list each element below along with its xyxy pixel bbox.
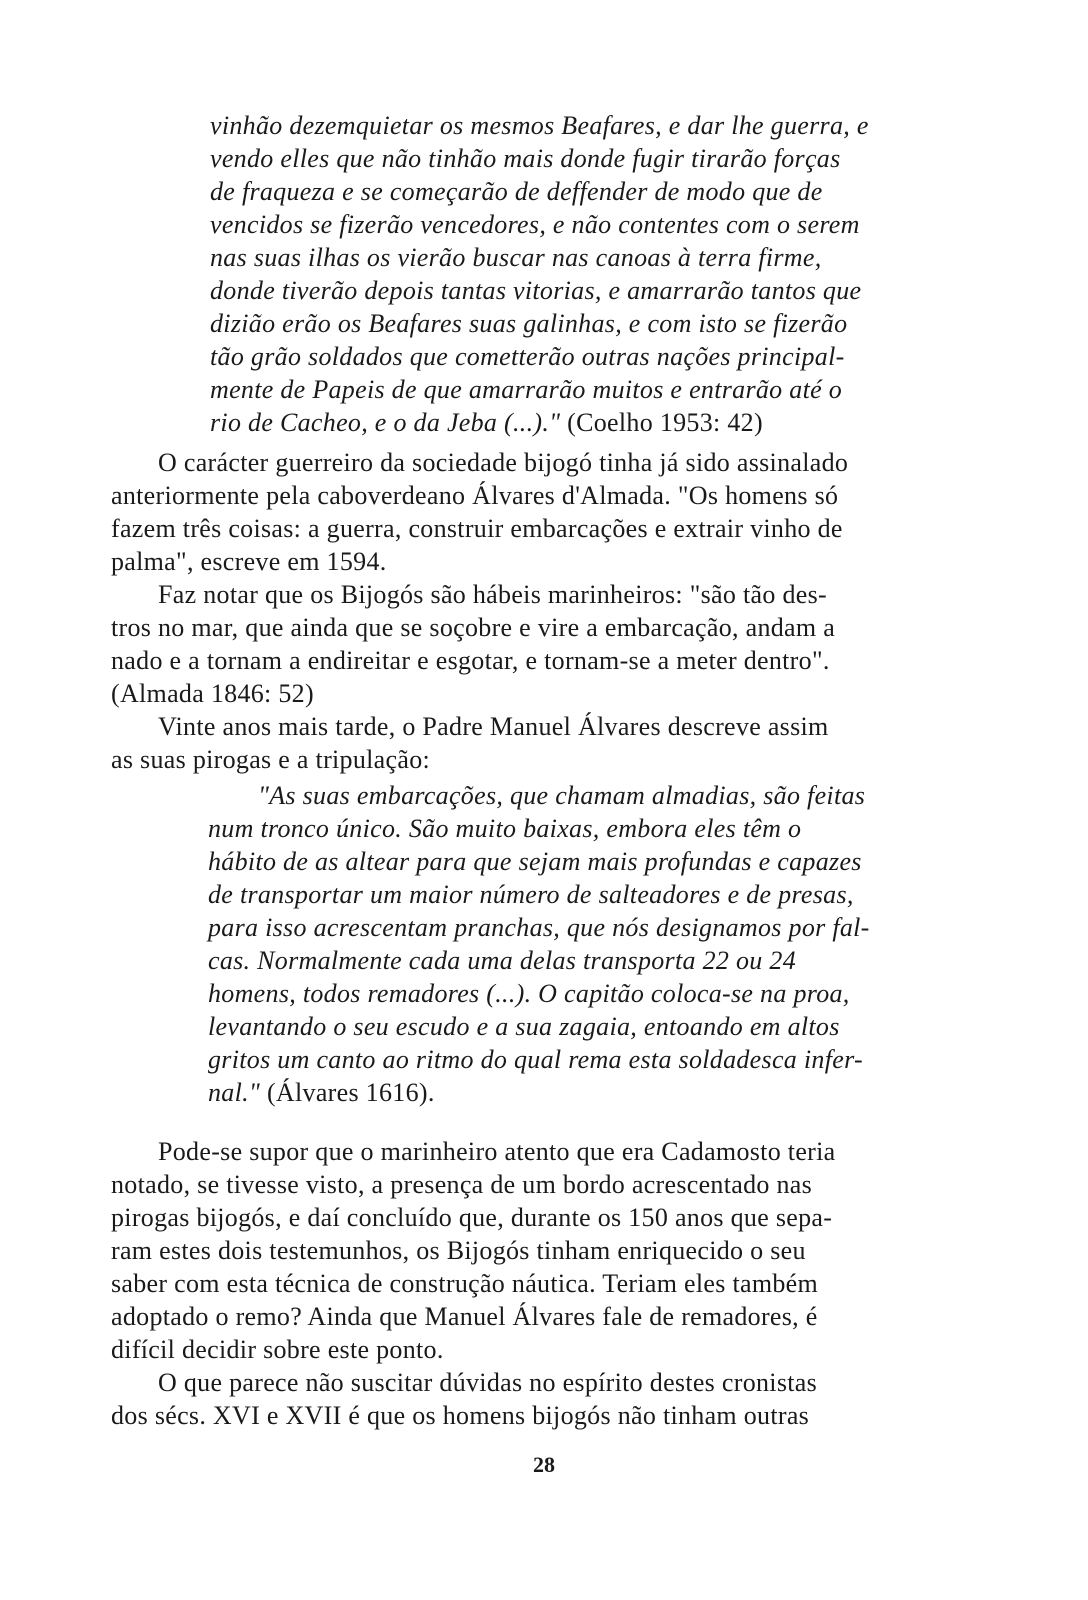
quote-line: vendo elles que não tinhão mais donde fugir tirarão forças: [210, 144, 841, 173]
body-line: Pode-se supor que o marinheiro atento que era Cadamosto teria: [158, 1137, 836, 1166]
quote-line: "As suas embarcações, que chamam almadias, são feitas: [258, 781, 866, 810]
body-line: O carácter guerreiro da sociedade bijogó tinha já sido assinalado: [158, 448, 849, 477]
quote-line: mente de Papeis de que amarrarão muitos e entrarão até o: [210, 375, 843, 404]
quote-line: de fraqueza e se começarão de deffender de modo que de: [210, 177, 823, 206]
quote-line: dizião erão os Beafares suas galinhas, e com isto se fizerão: [210, 309, 848, 338]
body-line: saber com esta técnica de construção náutica. Teriam eles também: [111, 1269, 819, 1298]
quote-line: cas. Normalmente cada uma delas transporta 22 ou 24: [208, 946, 796, 975]
quote-line: levantando o seu escudo e a sua zagaia, entoando em altos: [208, 1012, 840, 1041]
body-line: notado, se tivesse visto, a presença de um bordo acrescentado nas: [111, 1170, 813, 1199]
quote-line: num tronco único. São muito baixas, embora eles têm o: [208, 814, 802, 843]
body-line: adoptado o remo? Ainda que Manuel Álvares fale de remadores, é: [111, 1302, 818, 1331]
page-number: 28: [533, 1452, 555, 1477]
quote-line: gritos um canto ao ritmo do qual rema esta soldadesca infer-: [208, 1045, 863, 1074]
body-line: palma", escreve em 1594.: [111, 547, 387, 576]
quote-line: tão grão soldados que cometterão outras nações principal-: [210, 342, 845, 371]
quote-line-citation: nal." (Álvares 1616).: [208, 1078, 435, 1107]
body-line: as suas pirogas e a tripulação:: [111, 745, 431, 774]
body-line: pirogas bijogós, e daí concluído que, durante os 150 anos que sepa-: [111, 1203, 833, 1232]
body-line: nado e a tornam a endireitar e esgotar, e tornam-se a meter dentro".: [111, 646, 830, 675]
body-line: Vinte anos mais tarde, o Padre Manuel Álvares descreve assim: [158, 712, 829, 741]
body-line: difícil decidir sobre este ponto.: [111, 1335, 444, 1364]
body-line: tros no mar, que ainda que se soçobre e vire a embarcação, andam a: [111, 613, 836, 642]
quote-line: homens, todos remadores (...). O capitão coloca-se na proa,: [208, 979, 850, 1008]
body-line: O que parece não suscitar dúvidas no espírito destes cronistas: [158, 1368, 818, 1397]
quote-line: hábito de as altear para que sejam mais profundas e capazes: [208, 847, 862, 876]
body-line: dos sécs. XVI e XVII é que os homens bijogós não tinham outras: [111, 1401, 810, 1430]
quote-line: donde tiverão depois tantas vitorias, e amarrarão tantos que: [210, 276, 862, 305]
quote-line: vencidos se fizerão vencedores, e não contentes com o serem: [210, 210, 860, 239]
quote-line: vinhão dezemquietar os mesmos Beafares, e dar lhe guerra, e: [210, 111, 869, 140]
body-line: (Almada 1846: 52): [111, 679, 314, 708]
quote-line: de transportar um maior número de salteadores e de presas,: [208, 880, 854, 909]
body-line: Faz notar que os Bijogós são hábeis marinheiros: "são tão des-: [158, 580, 827, 609]
body-line: ram estes dois testemunhos, os Bijogós tinham enriquecido o seu: [111, 1236, 806, 1265]
quote-line: nas suas ilhas os vierão buscar nas canoas à terra firme,: [210, 243, 822, 272]
quote-line-citation: rio de Cacheo, e o da Jeba (...)." (Coelho 1953: 42): [210, 408, 763, 437]
body-line: anteriormente pela caboverdeano Álvares d'Almada. "Os homens só: [111, 481, 839, 510]
quote-line: para isso acrescentam pranchas, que nós designamos por fal-: [208, 913, 870, 942]
body-line: fazem três coisas: a guerra, construir embarcações e extrair vinho de: [111, 514, 843, 543]
